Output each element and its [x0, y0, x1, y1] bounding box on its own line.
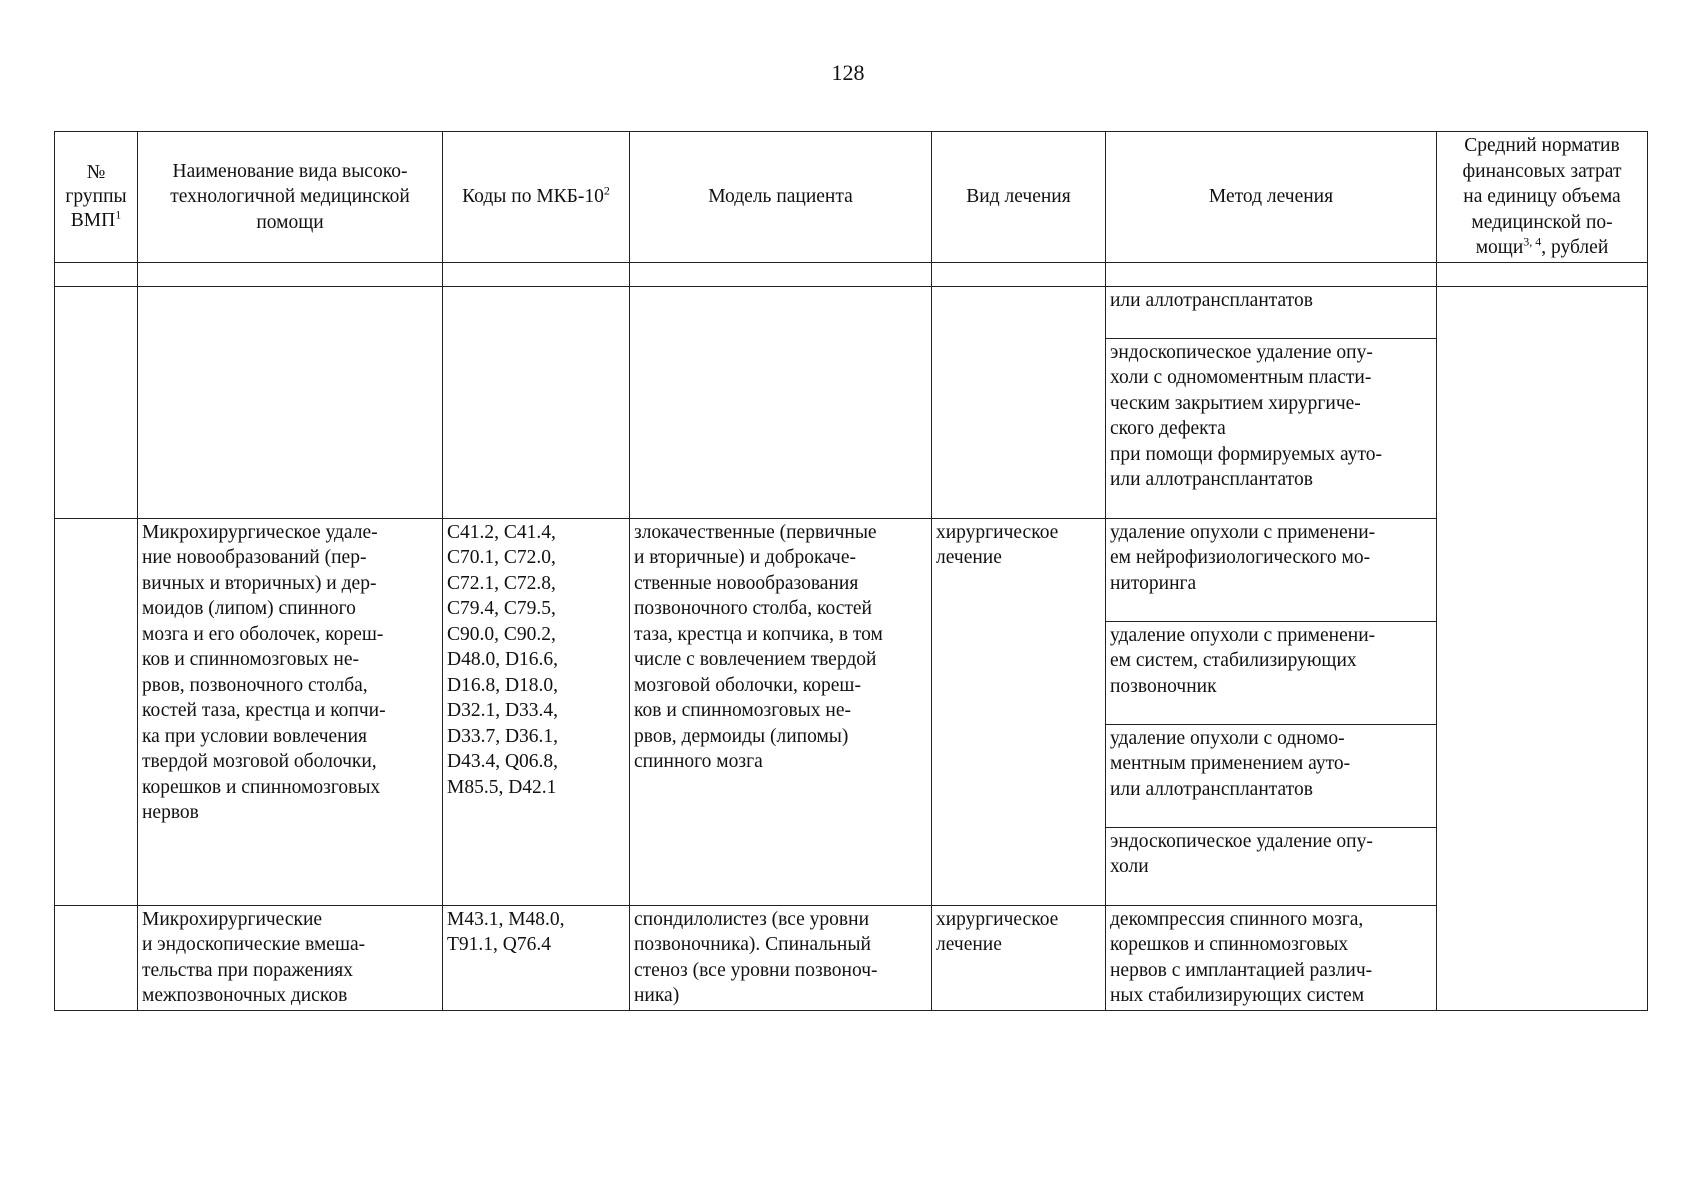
name-cell: Микрохирургическое удале- ние новообразований (пер- вичных и вторичных) и дер- моидов (липом) спинного мозга и его оболочек, кореш- ков и спинномозговых не- рвов, позвоночного столба, костей таза, крестца и копчи- ка при условии вовлечения твердой мозговой оболочки, корешков и спинномозговых нервов — [138, 518, 443, 905]
method-cell: удаление опухоли с одномо- ментным применением ауто- или аллотрансплантатов — [1106, 724, 1437, 827]
group-no-cell — [55, 905, 138, 1010]
method-cell: декомпрессия спинного мозга, корешков и спинномозговых нервов с имплантацией различ- ных стабилизирующих систем — [1106, 905, 1437, 1010]
method-cell: удаление опухоли с применени- ем нейрофизиологического мо- ниторинга — [1106, 518, 1437, 621]
header-patient-model: Модель пациента — [630, 132, 932, 263]
codes-cell: M43.1, M48.0, T91.1, Q76.4 — [443, 905, 630, 1010]
header-spacer-row — [55, 262, 1648, 286]
header-treatment-method: Метод лечения — [1106, 132, 1437, 263]
header-cost: Средний норматив финансовых затрат на единицу объема медицинской по- мощи$^{3, 4}$, рублей — [1437, 132, 1648, 263]
name-cell — [138, 286, 443, 518]
table-row — [55, 905, 1648, 1010]
vmp-table — [54, 131, 1648, 1011]
patient-model-cell: спондилолистез (все уровни позвоночника). Спинальный стеноз (все уровни позвоноч- ника) — [630, 905, 932, 1010]
patient-model-cell — [630, 286, 932, 518]
method-cell: или аллотрансплантатов — [1106, 286, 1437, 338]
method-cell: эндоскопическое удаление опу- холи — [1106, 827, 1437, 905]
codes-cell — [443, 286, 630, 518]
cost-cell — [1437, 286, 1648, 1010]
method-cell: эндоскопическое удаление опу- холи с одномоментным пласти- ческим закрытием хирургиче- ского дефекта при помощи формируемых ауто- или аллотрансплантатов — [1106, 338, 1437, 518]
table-row — [55, 518, 1648, 621]
header-row — [55, 132, 1648, 263]
page-number: 128 — [831, 60, 865, 85]
method-cell: удаление опухоли с применени- ем систем, стабилизирующих позвоночник — [1106, 621, 1437, 724]
header-treatment-type: Вид лечения — [932, 132, 1106, 263]
treatment-type-cell — [932, 286, 1106, 518]
header-codes: Коды по МКБ-$10^2$ — [443, 132, 630, 263]
codes-cell: C41.2, C41.4, C70.1, C72.0, C72.1, C72.8, C79.4, C79.5, C90.0, C90.2, D48.0, D16.6, D16.8, D18.0, D32.1, D33.4, D33.7, D36.1, D43.4, Q06.8, M85.5, D42.1 — [443, 518, 630, 905]
table-row — [55, 286, 1648, 338]
name-cell: Микрохирургические и эндоскопические вмеша- тельства при поражениях межпозвоночных дисков — [138, 905, 443, 1010]
header-name: Наименование вида высоко- технологичной медицинской помощи — [138, 132, 443, 263]
header-group-no: № группы ВМП$^1$ — [55, 132, 138, 263]
patient-model-cell: злокачественные (первичные и вторичные) и доброкаче- ственные новообразования позвоночного столба, костей таза, крестца и копчика, в том числе с вовлечением твердой мозговой оболочки, кореш- ков и спинномозговых не- рвов, дермоиды (липомы) спинного мозга — [630, 518, 932, 905]
group-no-cell — [55, 518, 138, 905]
group-no-cell — [55, 286, 138, 518]
treatment-type-cell: хирургическое лечение — [932, 905, 1106, 1010]
treatment-type-cell: хирургическое лечение — [932, 518, 1106, 905]
